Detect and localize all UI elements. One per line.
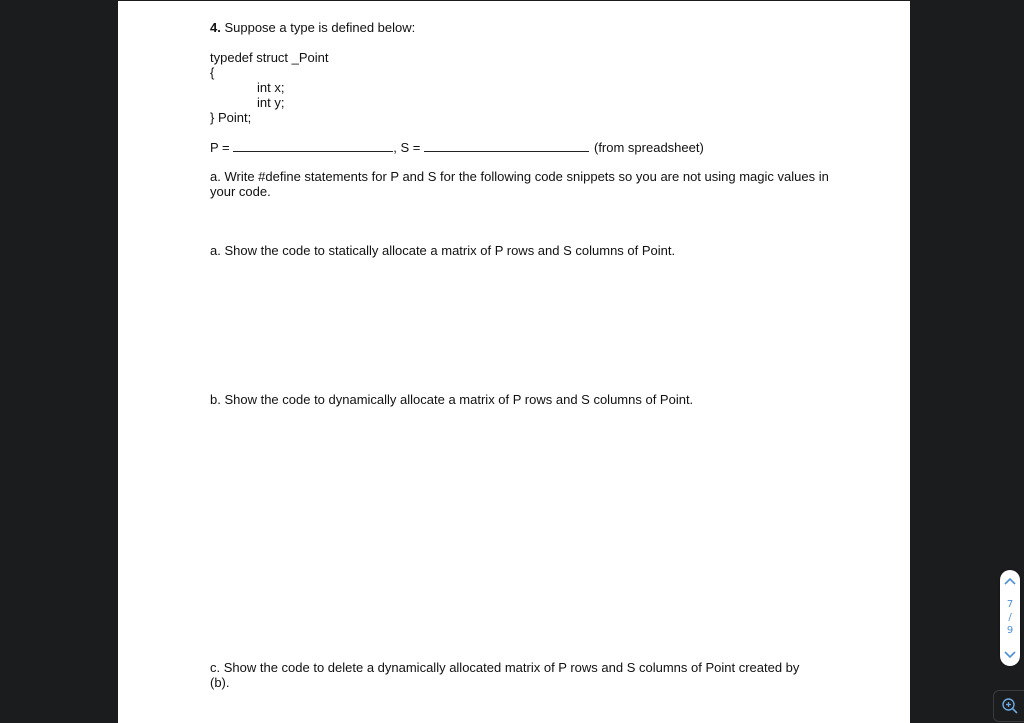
zoom-in-button[interactable] bbox=[993, 690, 1024, 722]
part-c-text: c. Show the code to delete a dynamically allocated matrix of P rows and S columns of Point created by (b). bbox=[210, 660, 800, 690]
chevron-up-icon[interactable] bbox=[1000, 572, 1020, 590]
question-intro: Suppose a type is defined below: bbox=[220, 20, 416, 35]
s-blank bbox=[424, 139, 589, 152]
chevron-down-icon[interactable] bbox=[1000, 646, 1020, 664]
p-blank bbox=[233, 139, 393, 152]
value-line bbox=[210, 139, 704, 155]
page-navigator bbox=[1000, 570, 1020, 666]
code-line-close-brace: } Point; bbox=[210, 110, 252, 125]
code-line-typedef: typedef struct _Point bbox=[210, 50, 329, 65]
page-separator: / bbox=[1008, 612, 1012, 623]
code-line-int-x: int x; bbox=[257, 80, 285, 95]
question-number: 4. bbox=[210, 20, 221, 35]
part-b-text: b. Show the code to dynamically allocate a matrix of P rows and S columns of Point. bbox=[210, 392, 694, 407]
question-heading bbox=[210, 20, 415, 35]
part-define-text: a. Write #define statements for P and S for the following code snippets so you are not using magic values in your code. bbox=[210, 169, 829, 199]
s-label: , S = bbox=[393, 140, 424, 155]
total-pages-number: 9 bbox=[1006, 625, 1014, 636]
current-page-number: 7 bbox=[1006, 599, 1014, 610]
part-a-text: a. Show the code to statically allocate a matrix of P rows and S columns of Point. bbox=[210, 243, 676, 258]
p-label: P = bbox=[210, 140, 234, 155]
zoom-in-icon bbox=[1001, 697, 1019, 715]
source-note: (from spreadsheet) bbox=[593, 140, 704, 155]
code-line-int-y: int y; bbox=[257, 95, 285, 110]
code-line-open-brace: { bbox=[210, 65, 215, 80]
document-page bbox=[118, 1, 910, 723]
